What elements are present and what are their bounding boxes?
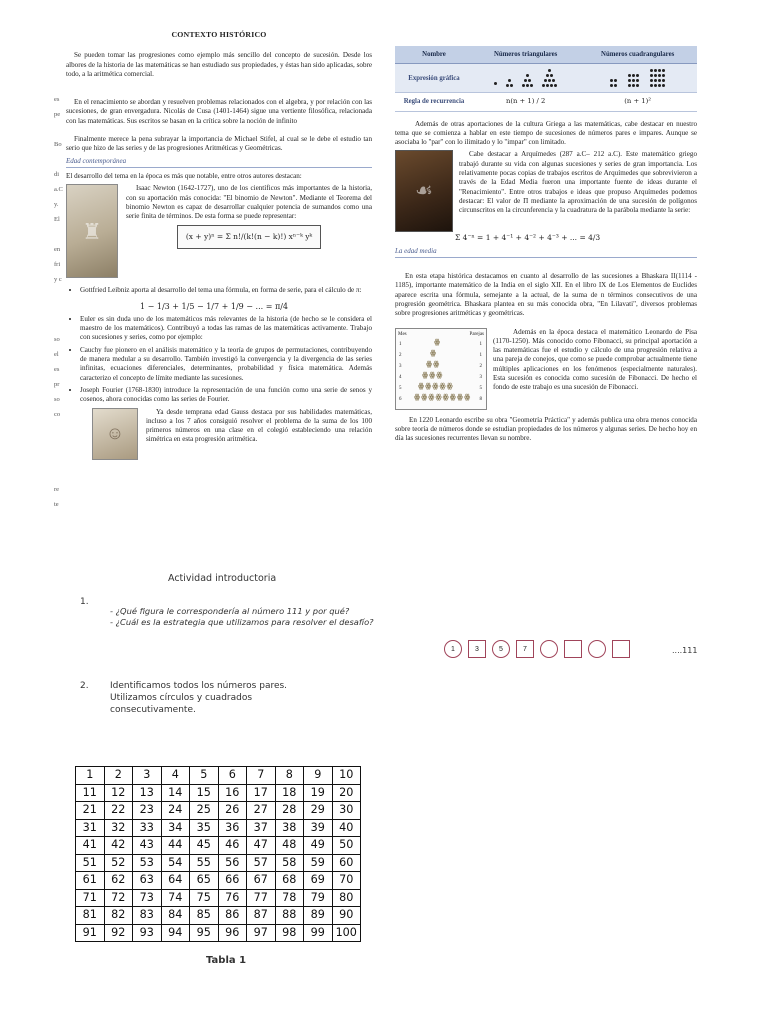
rule-triangular: n(n + 1) / 2 [473,93,578,111]
number-table-1-100 [75,766,361,942]
euler-item: • Euler es sin duda uno de los matemáticos más relevantes de la historia (de hecho se le considera el maestro de los matemáticos). Contribuyó a todas las ramas de las matemáticas activamente. Trabajo con sucesiones y series, como por ejemplo: [80,315,372,343]
edge-fragment: y c [54,276,62,283]
number-cell: 17 [247,784,276,802]
number-cell: 31 [76,819,105,837]
number-cell: 52 [104,854,133,872]
pair-count: 8 [479,396,482,402]
number-cell: 47 [247,837,276,855]
number-cell: 14 [161,784,190,802]
question-line: consecutivamente. [110,705,196,715]
number-cell: 85 [190,907,219,925]
number-cell: 6 [218,767,247,785]
number-cell: 33 [133,819,162,837]
number-cell: 32 [104,819,133,837]
shape-sequence [444,640,636,658]
number-cell: 53 [133,854,162,872]
number-cell: 93 [133,924,162,942]
number-cell: 68 [275,872,304,890]
number-cell: 76 [218,889,247,907]
number-cell: 62 [104,872,133,890]
edge-fragment: el [54,351,59,358]
question-line: - ¿Cuál es la estrategia que utilizamos para resolver el desafío? [110,617,374,627]
number-cell: 46 [218,837,247,855]
number-cell: 72 [104,889,133,907]
number-cell: 7 [247,767,276,785]
square-shape [612,640,630,658]
question-line: - ¿Qué figura le correspondería al número 111 y por qué? [110,606,350,616]
number-cell: 64 [161,872,190,890]
number-cell: 2 [104,767,133,785]
edge-fragment [54,156,66,171]
fourier-item: • Joseph Fourier (1768-1830) introduce la representación de una función como una serie de senos y cosenos, ahora conocidas como las series de Fourier. [80,386,372,405]
number-cell: 26 [218,802,247,820]
number-cell: 73 [133,889,162,907]
rabbit-icon: ꙮꙮꙮ [422,370,444,379]
month-number: 4 [399,374,402,380]
edge-fragment: Bo [54,141,62,148]
number-cell: 48 [275,837,304,855]
number-cell: 66 [218,872,247,890]
edge-fragment: fri [54,261,61,268]
month-number: 3 [399,363,402,369]
number-cell: 41 [76,837,105,855]
edge-fragment: es [54,366,60,373]
right-page [395,46,697,446]
number-cell: 1 [76,767,105,785]
number-cell: 71 [76,889,105,907]
number-cell: 44 [161,837,190,855]
number-cell: 18 [275,784,304,802]
month-number: 2 [399,352,402,358]
edge-fragment: re [54,486,60,493]
number-cell: 22 [104,802,133,820]
number-cell: 37 [247,819,276,837]
table-row [76,924,361,942]
edge-fragment: so [54,336,60,343]
circle-shape [588,640,606,658]
question-number: 2. [80,681,89,691]
number-cell: 92 [104,924,133,942]
number-cell: 13 [133,784,162,802]
number-cell: 10 [332,767,361,785]
number-cell: 86 [218,907,247,925]
edge-fragment: a.C [54,186,63,193]
fibonacci-text: Además en la época destaca el matemático Leonardo de Pisa (1170-1250). Más conocido como Fibonacci, su principal aportación a las matemáticas fue el estudio y cálculo de una progresión relativa a una pareja de conejos, que como se puede comprobar actualmente tiene múltiples aplicaciones en los fenómenos (especialmente naturales). Esta sucesión es conocida como sucesión de Fibonacci. De hecho el fondo de este trabajo es una sucesión de Fibonacci. [493,327,697,392]
edge-fragment [54,426,66,441]
pair-count: 2 [479,363,482,369]
binomial-formula: (x + y)ⁿ = Σ n!/(k!(n − k)!) xⁿ⁻ᵏ yᵏ [177,225,321,248]
diagram-row [396,393,486,404]
series-formula: Σ 4⁻ⁿ = 1 + 4⁻¹ + 4⁻² + 4⁻³ + ... = 4/3 [455,233,601,243]
paragraph: Se pueden tomar las progresiones como ejemplo más sencillo del concepto de sucesión. Desde los albores de la historia de las matemáticas se han estudiado sus propiedades, y éstas han sido aplicadas, sobre todo, a la aritmética comercial. [66,51,372,78]
number-cell: 25 [190,802,219,820]
number-cell: 5 [190,767,219,785]
number-cell: 79 [304,889,333,907]
diagram-row [396,349,486,360]
number-cell: 45 [190,837,219,855]
paragraph: En el renacimiento se abordan y resuelven problemas relacionados con el algebra, y por relación con las sucesiones, de gran envergadura. Nicolás de Cusa (1401-1464) sigue una vertiente filosófica, relacionada con las matemáticas. Sus escritos se basan en la crítica sobre la noción de infinito [66,98,372,125]
number-cell: 88 [275,907,304,925]
pair-count: 1 [479,352,482,358]
number-cell: 3 [133,767,162,785]
number-cell: 12 [104,784,133,802]
number-cell: 83 [133,907,162,925]
number-cell: 56 [218,854,247,872]
paragraph: Además de otras aportaciones de la cultura Griega a las matemáticas, cabe destacar en nuestro tema que se comienza a hablar en este tiempo de sucesiones de números pares e impares. Aunque se asociaba lo "par" con lo ilimitado y lo "impar" con limitado. [395,119,697,147]
number-cell: 55 [190,854,219,872]
cauchy-item: • Cauchy fue pionero en el análisis matemático y la teoría de grupos de permutaciones, contribuyendo de manera medular a su desarrollo. También investigó la convergencia y la divergencia de las series infinitas, ecuaciones diferenciales, determinantes, probabilidad y física matemática. Además caracterizo el concepto de límite mediante las sucesiones. [80,346,372,383]
table-row [76,889,361,907]
paragraph: En 1220 Leonardo escribe su obra "Geometría Práctica" y además publica una obra menos conocida sobre teoría de números donde se estudian propiedades de los números y algunas series. De hecho hoy en día las sucesiones recurrentes llevan su nombre. [395,415,697,443]
square-shape [564,640,582,658]
edge-fragment: en [54,246,61,253]
month-number: 1 [399,341,402,347]
figurate-numbers-table [395,46,697,112]
diagram-row [396,360,486,371]
number-cell: 84 [161,907,190,925]
number-cell: 77 [247,889,276,907]
number-cell: 96 [218,924,247,942]
edge-fragment: El [54,216,60,223]
edge-fragment [54,471,66,486]
number-cell: 70 [332,872,361,890]
circle-shape [540,640,558,658]
row-label: Regla de recurrencia [395,93,473,111]
gauss-portrait-image: ☺ [92,408,138,460]
month-number: 6 [399,396,402,402]
diagram-header: Mes [398,331,407,337]
number-cell: 60 [332,854,361,872]
edge-fragment: so [54,396,60,403]
question-number: 1. [80,597,89,607]
number-cell: 50 [332,837,361,855]
leibniz-item [80,286,372,311]
number-cell: 67 [247,872,276,890]
paragraph: En esta etapa histórica destacamos en cuanto al desarrollo de las sucesiones a Bhaskara II(1114 - 1185), importante matemático de la India en el siglo XII. En el libro IX de Los Elementos de Euclides aparece escrita una fórmula, semejante a la actual, de la suma de n términos consecutivos de una progresión geométrica. Bhaskara plantea en su más conocida obra, "En Lilavati", diversos problemas sobre progresiones aritméticas y geométricas. [395,272,697,318]
number-cell: 74 [161,889,190,907]
newton-text: Isaac Newton (1642-1727), uno de los científicos más importantes de la historia, con su aportación más conocida: "El binomio de Newton". Mediante el Teorema del binomio Newton es capaz de desarrollar cualquier potencia de sumandos como una serie finita de términos. De esta forma se puede representar: [126,184,372,221]
edge-fragment: co [54,411,61,418]
leibniz-text: Gottfried Leibniz aporta al desarrollo del tema una fórmula, en forma de serie, para el cálculo de π: [80,286,362,295]
number-cell: 20 [332,784,361,802]
number-cell: 80 [332,889,361,907]
circle-shape: 5 [492,640,510,658]
number-cell: 54 [161,854,190,872]
edge-fragment [54,231,66,246]
diagram-row [396,382,486,393]
number-cell: 75 [190,889,219,907]
pair-count: 5 [479,385,482,391]
number-cell: 35 [190,819,219,837]
number-cell: 49 [304,837,333,855]
table-header: Nombre [395,46,473,64]
number-cell: 38 [275,819,304,837]
diagram-header: Parejas [469,331,484,337]
triangular-dots [473,64,578,93]
archimedes-text: Cabe destacar a Arquímedes (287 a.C– 212 a.C). Este matemático griego trabajó durante su vida con algunas sucesiones y series de gran importancia. Los relativamente pocas copias de trabajos escritos de Arquímedes que sobrevivieron a través de la Edad Media fueron una importante fuente de ideas durante el "Renacimiento". Entre otros trabajos e ideas que propuso Arquímedes podemos destacar: El valor de Π mediante la aproximación de una sucesión de polígonos circunscritos en la circunferencia y la cuadratura de la parábola mediante la serie: [459,150,697,215]
gauss-text: Ya desde temprana edad Gauss destaca por sus habilidades matemáticas, incluso a los 7 años consiguió resolver el problema de la suma de los 100 primeros números en una clase en el colegió estableciendo una relación simétrica en esta progresión aritmética. [146,407,372,444]
number-cell: 61 [76,872,105,890]
edge-fragment [54,291,66,306]
activity-title: Actividad introductoria [168,573,277,584]
number-cell: 99 [304,924,333,942]
number-cell: 43 [133,837,162,855]
newton-statue-image: ♜ [66,184,118,278]
number-cell: 82 [104,907,133,925]
number-cell: 81 [76,907,105,925]
number-cell: 19 [304,784,333,802]
number-cell: 36 [218,819,247,837]
pair-count: 3 [479,374,482,380]
number-cell: 28 [275,802,304,820]
archimedes-painting-image: ☙ [395,150,453,232]
edge-fragment: di [54,171,60,178]
edge-fragment [54,441,66,456]
number-cell: 34 [161,819,190,837]
number-cell: 16 [218,784,247,802]
edge-fragment [54,321,66,336]
number-cell: 69 [304,872,333,890]
pi-formula: 1 − 1/3 + 1/5 − 1/7 + 1/9 − ... = π/4 [140,301,288,311]
number-cell: 23 [133,802,162,820]
number-cell: 95 [190,924,219,942]
number-cell: 78 [275,889,304,907]
section-heading: Edad contemporánea [66,157,372,168]
section-heading: La edad media [395,247,697,258]
edge-fragment: y. [54,201,59,208]
sequence-ellipsis: ....111 [672,646,698,655]
number-cell: 4 [161,767,190,785]
table-row [76,907,361,925]
edge-fragment: pe [54,111,61,118]
rule-square: (n + 1)² [578,93,697,111]
number-cell: 89 [304,907,333,925]
table-row [76,819,361,837]
square-shape: 7 [516,640,534,658]
rabbit-icon: ꙮ [434,337,442,346]
table-row [76,784,361,802]
row-label: Expresión gráfica [395,64,473,93]
question-line: Identificamos todos los números pares. [110,681,288,691]
edge-fragment [54,456,66,471]
table-row [76,837,361,855]
edge-fragment: es [54,96,60,103]
pair-count: 1 [479,341,482,347]
number-cell: 59 [304,854,333,872]
table-header: Números triangulares [473,46,578,64]
paragraph: Finalmente merece la pena subrayar la importancia de Michael Stifel, al cual se le debe el estudio tan serio que hizo de las series y de las progresiones Aritméticas y Geométricas. [66,135,372,153]
paragraph: El desarrollo del tema en la época es más que notable, entre otros autores destacan: [66,171,302,180]
square-shape: 3 [468,640,486,658]
number-cell: 40 [332,819,361,837]
edge-fragment [54,306,66,321]
number-cell: 97 [247,924,276,942]
number-cell: 15 [190,784,219,802]
number-cell: 58 [275,854,304,872]
edge-fragment [54,126,66,141]
number-cell: 98 [275,924,304,942]
rabbit-icon: ꙮꙮꙮꙮꙮ [418,381,454,390]
edge-fragment: te [54,501,59,508]
number-cell: 9 [304,767,333,785]
month-number: 5 [399,385,402,391]
number-cell: 42 [104,837,133,855]
diagram-row [396,371,486,382]
rabbit-icon: ꙮꙮ [426,359,441,368]
number-cell: 24 [161,802,190,820]
table-row [76,767,361,785]
number-cell: 57 [247,854,276,872]
number-cell: 51 [76,854,105,872]
number-cell: 39 [304,819,333,837]
edge-fragment: pr [54,381,60,388]
fibonacci-rabbit-diagram [395,328,487,410]
table-caption: Tabla 1 [206,955,247,966]
left-page-edge [54,96,66,516]
number-cell: 63 [133,872,162,890]
table-row [76,872,361,890]
question-line: Utilizamos círculos y cuadrados [110,693,253,703]
number-cell: 11 [76,784,105,802]
left-page [66,30,372,460]
table-row [76,802,361,820]
number-cell: 90 [332,907,361,925]
number-cell: 65 [190,872,219,890]
diagram-row [396,338,486,349]
number-cell: 27 [247,802,276,820]
number-cell: 91 [76,924,105,942]
number-cell: 29 [304,802,333,820]
number-cell: 100 [332,924,361,942]
diagram-rows [396,338,486,409]
square-dots [578,64,697,93]
table-header: Números cuadrangulares [578,46,697,64]
rabbit-icon: ꙮ [430,348,438,357]
table-row [76,854,361,872]
number-cell: 87 [247,907,276,925]
number-cell: 30 [332,802,361,820]
number-cell: 21 [76,802,105,820]
rabbit-icon: ꙮꙮꙮꙮꙮꙮꙮꙮ [414,392,472,401]
number-cell: 8 [275,767,304,785]
circle-shape: 1 [444,640,462,658]
number-cell: 94 [161,924,190,942]
page-title: CONTEXTO HISTÓRICO [171,30,267,39]
